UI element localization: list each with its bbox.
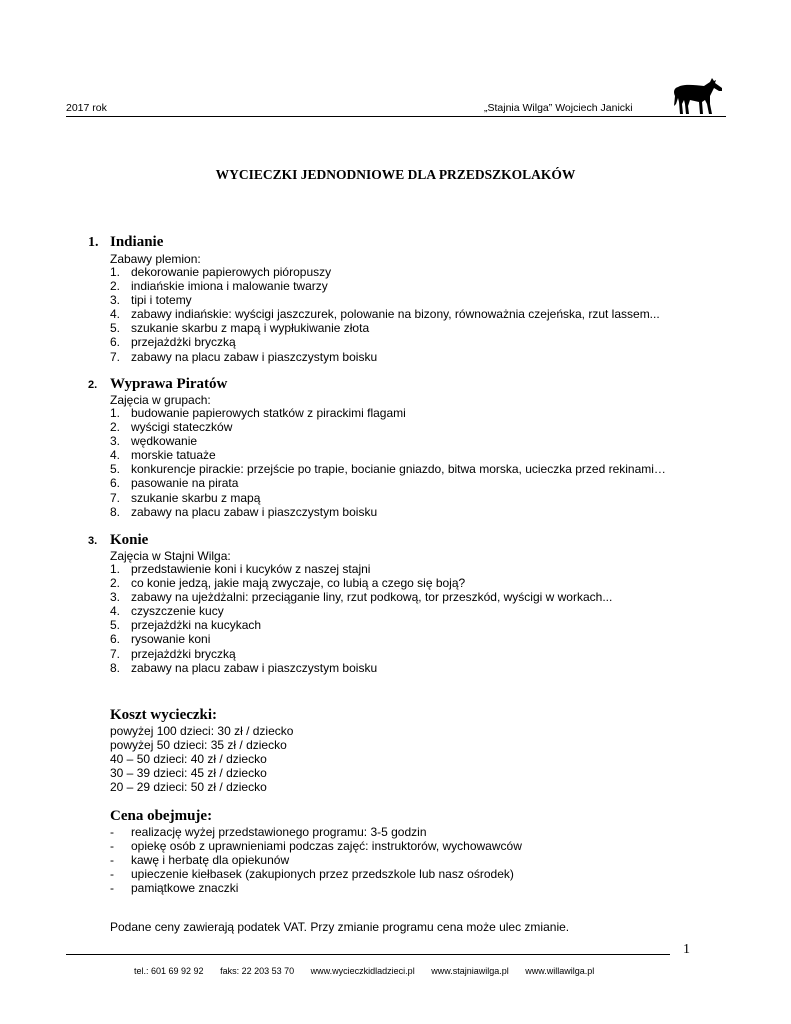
includes-item: - pamiątkowe znaczki: [110, 881, 522, 895]
includes-item: - opiekę osób z uprawnieniami podczas zajęć: instruktorów, wychowawców: [110, 839, 522, 853]
list-item: 7. zabawy na placu zabaw i piaszczystym boisku: [110, 349, 378, 364]
list-item: 8. zabawy na placu zabaw i piaszczystym boisku: [110, 504, 378, 519]
list-item: 3. tipi i totemy: [110, 293, 192, 308]
list-item: 6. rysowanie koni: [110, 632, 211, 647]
list-item: 1. przedstawienie koni i kucyków z naszej stajni: [110, 562, 371, 576]
list-item: 5. szukanie skarbu z mapą i wypłukiwanie złota: [110, 321, 370, 336]
includes-item: - kawę i herbatę dla opiekunów: [110, 853, 522, 867]
header-company: „Stajnia Wilga” Wojciech Janicki: [484, 102, 633, 114]
section-title: Wyprawa Piratów: [110, 376, 228, 392]
list-item: 8. zabawy na placu zabaw i piaszczystym boisku: [110, 660, 378, 675]
list-item: 2. wyścigi stateczków: [110, 420, 233, 435]
price-list: [110, 724, 293, 794]
list-item: 4. zabawy indiańskie: wyścigi jaszczurek, polowanie na bizony, równoważnia czejeńska, rzut lassem...: [110, 307, 660, 322]
section-number: 2.: [88, 379, 98, 391]
footer-fax: faks: 22 203 53 70: [220, 966, 295, 976]
footer-phone: tel.: 601 69 92 92: [134, 966, 204, 976]
price-line: powyżej 50 dzieci: 35 zł / dziecko: [110, 738, 287, 753]
list-item: 1. budowanie papierowych statków z pirackimi flagami: [110, 406, 406, 420]
section-title: Konie: [110, 532, 149, 548]
list-item: 2. indiańskie imiona i malowanie twarzy: [110, 279, 328, 294]
includes-item: - realizację wyżej przedstawionego programu: 3-5 godzin: [110, 825, 522, 839]
vat-note: Podane ceny zawierają podatek VAT. Przy zmianie programu cena może ulec zmianie.: [110, 920, 570, 934]
list-item: 6. pasowanie na pirata: [110, 476, 239, 491]
list-item: 7. przejażdżki bryczką: [110, 646, 236, 661]
list-item: 4. morskie tatuaże: [110, 448, 216, 463]
section-number: 1.: [88, 235, 99, 250]
includes-heading: Cena obejmuje:: [110, 808, 213, 824]
section-number: 3.: [88, 535, 98, 547]
list-item: 3. zabawy na ujeżdżalni: przeciąganie liny, rzut podkową, tor przeszkód, wyścigi w workach...: [110, 590, 613, 605]
price-line: 20 – 29 dzieci: 50 zł / dziecko: [110, 780, 267, 795]
footer-link[interactable]: www.wycieczkidladzieci.pl: [310, 966, 415, 976]
list-item: 5. przejażdżki na kucykach: [110, 618, 262, 633]
includes-list: [110, 825, 522, 895]
includes-item: - upieczenie kiełbasek (zakupionych przez przedszkole lub nasz ośrodek): [110, 867, 522, 881]
cost-heading: Koszt wycieczki:: [110, 707, 218, 723]
horse-icon: [672, 76, 724, 116]
section-intro: Zajęcia w Stajni Wilga:: [110, 549, 231, 563]
price-line: powyżej 100 dzieci: 30 zł / dziecko: [110, 724, 294, 738]
header-year: 2017 rok: [66, 102, 107, 114]
price-line: 30 – 39 dzieci: 45 zł / dziecko: [110, 766, 267, 781]
list-item: 5. konkurencje pirackie: przejście po trapie, bocianie gniazdo, bitwa morska, ucieczka przed rekinami…: [110, 462, 666, 477]
page-number: 1: [683, 942, 690, 957]
footer-link[interactable]: www.willawilga.pl: [525, 966, 595, 976]
footer-divider: [66, 954, 670, 955]
list-item: 3. wędkowanie: [110, 434, 198, 449]
header-divider: [66, 116, 726, 117]
page-title: WYCIECZKI JEDNODNIOWE DLA PRZEDSZKOLAKÓW: [215, 167, 576, 182]
section-list: [110, 562, 612, 675]
list-item: 1. dekorowanie papierowych pióropuszy: [110, 265, 332, 279]
section-list: [110, 406, 666, 519]
section-title: Indianie: [110, 234, 164, 250]
list-item: 6. przejażdżki bryczką: [110, 335, 236, 350]
footer: [134, 966, 608, 976]
section-intro: Zabawy plemion:: [110, 252, 201, 266]
footer-link[interactable]: www.stajniawilga.pl: [431, 966, 509, 976]
list-item: 7. szukanie skarbu z mapą: [110, 490, 261, 505]
list-item: 2. co konie jedzą, jakie mają zwyczaje, co lubią a czego się boją?: [110, 576, 466, 591]
price-line: 40 – 50 dzieci: 40 zł / dziecko: [110, 752, 267, 767]
list-item: 4. czyszczenie kucy: [110, 604, 224, 619]
section-list: [110, 265, 660, 364]
section-intro: Zajęcia w grupach:: [110, 393, 211, 407]
